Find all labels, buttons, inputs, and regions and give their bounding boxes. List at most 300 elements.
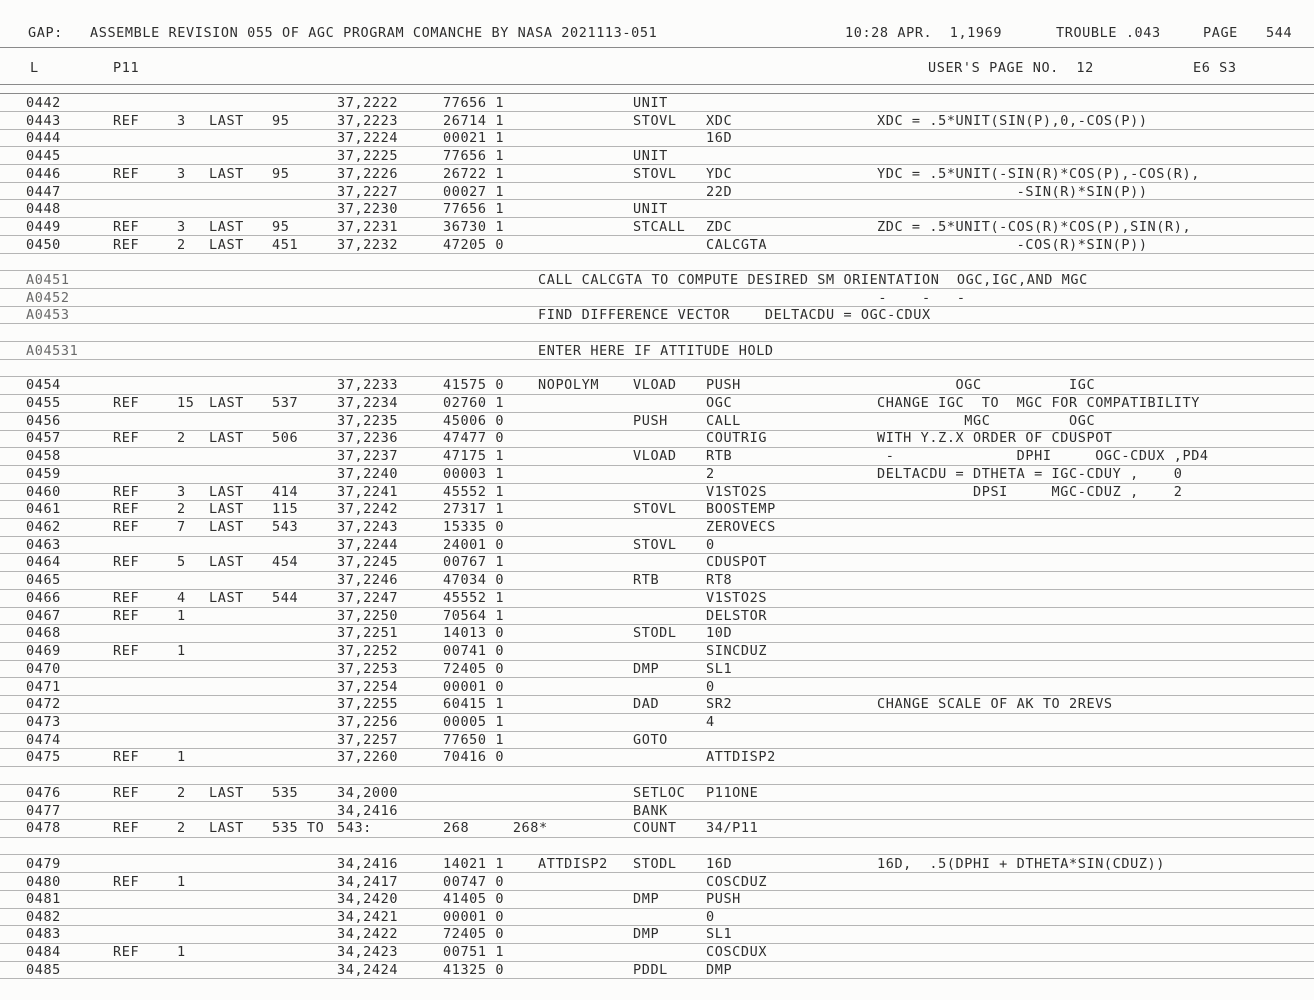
address: 37,2260 (337, 749, 399, 765)
code-row (0, 129, 1314, 147)
octal-code: 47477 0 (443, 430, 505, 446)
operand: COSCDUZ (706, 874, 768, 890)
opcode: VLOAD (633, 448, 677, 464)
operand: 0 (706, 909, 715, 925)
line-number: 0446 (26, 166, 61, 182)
operand: OGC (706, 395, 733, 411)
last-marker: LAST (209, 237, 244, 253)
operand: CALL (706, 413, 741, 429)
operand: DMP (706, 962, 733, 978)
operand: ZDC (706, 219, 733, 235)
code-row (0, 713, 1314, 731)
line-number: 0443 (26, 113, 61, 129)
ref-count: 1 (177, 749, 186, 765)
address: 37,2257 (337, 732, 399, 748)
opcode: STOVL (633, 537, 677, 553)
octal-code: 47205 0 (443, 237, 505, 253)
last-line: 95 (272, 166, 290, 182)
address: 37,2227 (337, 184, 399, 200)
octal-code: 60415 1 (443, 696, 505, 712)
address: 37,2232 (337, 237, 399, 253)
ref-marker: REF (113, 113, 140, 129)
last-line: 544 (272, 590, 299, 606)
octal-code: 00767 1 (443, 554, 505, 570)
address: 37,2226 (337, 166, 399, 182)
octal-code: 36730 1 (443, 219, 505, 235)
ref-count: 7 (177, 519, 186, 535)
opcode: SETLOC (633, 785, 686, 801)
line-number: 0454 (26, 377, 61, 393)
operand: YDC (706, 166, 733, 182)
octal-code: 00021 1 (443, 130, 505, 146)
last-marker: LAST (209, 590, 244, 606)
ref-count: 2 (177, 430, 186, 446)
ref-marker: REF (113, 219, 140, 235)
page-label: PAGE (1203, 25, 1238, 41)
last-marker: LAST (209, 785, 244, 801)
remark-text: ENTER HERE IF ATTITUDE HOLD (538, 343, 774, 359)
line-number: 0460 (26, 484, 61, 500)
operand: ZEROVECS (706, 519, 776, 535)
last-line: 115 (272, 501, 299, 517)
line-number: 0455 (26, 395, 61, 411)
comment-row (0, 289, 1314, 307)
last-marker: LAST (209, 113, 244, 129)
octal-code: 268 268* (443, 820, 548, 836)
operand: SL1 (706, 661, 733, 677)
operand: RT8 (706, 572, 733, 588)
octal-code: 26722 1 (443, 166, 505, 182)
last-line: 451 (272, 237, 299, 253)
code-row (0, 678, 1314, 696)
last-line: 535 TO (272, 820, 325, 836)
ref-marker: REF (113, 785, 140, 801)
octal-code: 41575 0 (443, 377, 505, 393)
line-number: 0473 (26, 714, 61, 730)
code-row (0, 376, 1314, 394)
line-number: 0479 (26, 856, 61, 872)
address: 37,2247 (337, 590, 399, 606)
comment: ZDC = .5*UNIT(-COS(R)*COS(P),SIN(R), (877, 219, 1192, 235)
code-row (0, 642, 1314, 660)
code-row (0, 819, 1314, 837)
last-line: 537 (272, 395, 299, 411)
address: 34,2417 (337, 874, 399, 890)
code-row (0, 784, 1314, 802)
line-number: 0463 (26, 537, 61, 553)
octal-code: 00005 1 (443, 714, 505, 730)
rule-line (0, 47, 1314, 48)
line-number: 0459 (26, 466, 61, 482)
code-row (0, 412, 1314, 430)
octal-code: 00751 1 (443, 944, 505, 960)
last-marker: LAST (209, 395, 244, 411)
code-row (0, 748, 1314, 766)
code-row (0, 94, 1314, 112)
address: 37,2234 (337, 395, 399, 411)
line-number: 0467 (26, 608, 61, 624)
operand: DELSTOR (706, 608, 768, 624)
address: 37,2256 (337, 714, 399, 730)
code-row (0, 218, 1314, 236)
operand: 10D (706, 625, 733, 641)
code-row (0, 571, 1314, 589)
code-row (0, 183, 1314, 201)
ref-count: 1 (177, 643, 186, 659)
opcode: VLOAD (633, 377, 677, 393)
last-line: 535 (272, 785, 299, 801)
ref-marker: REF (113, 430, 140, 446)
comment: WITH Y.Z.X ORDER OF CDUSPOT (877, 430, 1113, 446)
comment: 16D, .5(DPHI + DTHETA*SIN(CDUZ)) (877, 856, 1166, 872)
octal-code: 45552 1 (443, 590, 505, 606)
address: 37,2246 (337, 572, 399, 588)
address: 37,2252 (337, 643, 399, 659)
octal-code: 77656 1 (443, 148, 505, 164)
ref-marker: REF (113, 501, 140, 517)
line-number: 0461 (26, 501, 61, 517)
user-page-number: USER'S PAGE NO. 12 (928, 60, 1094, 76)
code-row (0, 236, 1314, 254)
octal-code: 77650 1 (443, 732, 505, 748)
octal-code: 41405 0 (443, 891, 505, 907)
line-number: 0477 (26, 803, 61, 819)
assembly-title: ASSEMBLE REVISION 055 OF AGC PROGRAM COMANCHE BY NASA 2021113-051 (90, 25, 658, 41)
operand: V1STO2S (706, 590, 768, 606)
code-row (0, 165, 1314, 183)
octal-code: 72405 0 (443, 661, 505, 677)
address: 37,2231 (337, 219, 399, 235)
octal-code: 00001 0 (443, 679, 505, 695)
address: 37,2235 (337, 413, 399, 429)
label: ATTDISP2 (538, 856, 608, 872)
last-line: 506 (272, 430, 299, 446)
operand: COUTRIG (706, 430, 768, 446)
last-line: 543 (272, 519, 299, 535)
address: 37,2241 (337, 484, 399, 500)
operand: 34/P11 (706, 820, 759, 836)
address: 37,2223 (337, 113, 399, 129)
line-number: 0472 (26, 696, 61, 712)
address: 37,2250 (337, 608, 399, 624)
code-row (0, 873, 1314, 891)
operand: 0 (706, 679, 715, 695)
code-row (0, 553, 1314, 571)
comment: YDC = .5*UNIT(-SIN(R)*COS(P),-COS(R), (877, 166, 1200, 182)
line-number: A0451 (26, 272, 70, 288)
address: 37,2224 (337, 130, 399, 146)
octal-code: 45552 1 (443, 484, 505, 500)
last-marker: LAST (209, 430, 244, 446)
operand: 4 (706, 714, 715, 730)
line-number: 0481 (26, 891, 61, 907)
octal-code: 15335 0 (443, 519, 505, 535)
code-row (0, 147, 1314, 165)
address: 37,2225 (337, 148, 399, 164)
address: 37,2244 (337, 537, 399, 553)
ref-count: 15 (177, 395, 195, 411)
remark-text: - - - (538, 290, 966, 306)
printout-subheader (0, 59, 1314, 77)
line-number: 0465 (26, 572, 61, 588)
operand: ATTDISP2 (706, 749, 776, 765)
opcode: COUNT (633, 820, 677, 836)
last-line: 95 (272, 219, 290, 235)
listing-mode: L (30, 60, 39, 76)
code-row (0, 624, 1314, 642)
opcode: DAD (633, 696, 660, 712)
address: 37,2237 (337, 448, 399, 464)
octal-code: 00741 0 (443, 643, 505, 659)
octal-code: 72405 0 (443, 926, 505, 942)
address: 34,2422 (337, 926, 399, 942)
operand: V1STO2S (706, 484, 768, 500)
rule-line (0, 766, 1314, 767)
comment: - DPHI OGC-CDUX ,PD4 (877, 448, 1209, 464)
ref-marker: REF (113, 643, 140, 659)
opcode: STOVL (633, 113, 677, 129)
trouble-indicator: TROUBLE .043 (1056, 25, 1161, 41)
address: 37,2253 (337, 661, 399, 677)
line-number: 0456 (26, 413, 61, 429)
last-line: 414 (272, 484, 299, 500)
ref-marker: REF (113, 395, 140, 411)
remark-text: CALL CALCGTA TO COMPUTE DESIRED SM ORIENTATION OGC,IGC,AND MGC (538, 272, 1088, 288)
opcode: DMP (633, 891, 660, 907)
comment-row (0, 306, 1314, 324)
label: NOPOLYM (538, 377, 600, 393)
last-marker: LAST (209, 219, 244, 235)
ref-count: 1 (177, 944, 186, 960)
operand: 0 (706, 537, 715, 553)
line-number: 0469 (26, 643, 61, 659)
address: 37,2242 (337, 501, 399, 517)
opcode: STCALL (633, 219, 686, 235)
ref-marker: REF (113, 519, 140, 535)
line-number: 0444 (26, 130, 61, 146)
code-row (0, 112, 1314, 130)
ref-marker: REF (113, 820, 140, 836)
ref-count: 2 (177, 501, 186, 517)
octal-code: 70564 1 (443, 608, 505, 624)
line-number: 0470 (26, 661, 61, 677)
last-marker: LAST (209, 820, 244, 836)
address: 34,2420 (337, 891, 399, 907)
ref-count: 3 (177, 484, 186, 500)
line-number: 0485 (26, 962, 61, 978)
code-row (0, 500, 1314, 518)
address: 37,2255 (337, 696, 399, 712)
operand: PUSH (706, 377, 741, 393)
opcode: PDDL (633, 962, 668, 978)
code-row (0, 429, 1314, 447)
code-row (0, 518, 1314, 536)
line-number: 0468 (26, 625, 61, 641)
address: 37,2230 (337, 201, 399, 217)
opcode: GOTO (633, 732, 668, 748)
line-number: 0447 (26, 184, 61, 200)
comment: DPSI MGC-CDUZ , 2 (877, 484, 1183, 500)
octal-code: 70416 0 (443, 749, 505, 765)
address: 37,2251 (337, 625, 399, 641)
line-number: 0484 (26, 944, 61, 960)
ref-count: 2 (177, 785, 186, 801)
code-row (0, 447, 1314, 465)
code-row (0, 731, 1314, 749)
opcode: UNIT (633, 148, 668, 164)
address: 34,2416 (337, 803, 399, 819)
line-number: A0452 (26, 290, 70, 306)
comment: CHANGE IGC TO MGC FOR COMPATIBILITY (877, 395, 1200, 411)
octal-code: 00027 1 (443, 184, 505, 200)
comment: MGC OGC (877, 413, 1096, 429)
octal-code: 26714 1 (443, 113, 505, 129)
code-row (0, 200, 1314, 218)
line-number: A0453 (26, 307, 70, 323)
comment: DELTACDU = DTHETA = IGC-CDUY , 0 (877, 466, 1183, 482)
opcode: RTB (633, 572, 660, 588)
opcode: DMP (633, 661, 660, 677)
code-row (0, 465, 1314, 483)
opcode: STODL (633, 856, 677, 872)
opcode: DMP (633, 926, 660, 942)
header-prefix: GAP: (28, 25, 63, 41)
octal-code: 00001 0 (443, 909, 505, 925)
page-number: 544 (1266, 25, 1293, 41)
code-row (0, 925, 1314, 943)
octal-code: 77656 1 (443, 201, 505, 217)
rule-line (0, 837, 1314, 838)
ref-marker: REF (113, 484, 140, 500)
rule-line (0, 84, 1314, 85)
operand: P11ONE (706, 785, 759, 801)
octal-code: 24001 0 (443, 537, 505, 553)
line-number: 0448 (26, 201, 61, 217)
line-number: 0475 (26, 749, 61, 765)
comment-row (0, 342, 1314, 360)
page-reference: E6 S3 (1193, 60, 1237, 76)
code-row (0, 961, 1314, 979)
code-row (0, 660, 1314, 678)
line-number: 0466 (26, 590, 61, 606)
ref-count: 3 (177, 219, 186, 235)
address: 37,2254 (337, 679, 399, 695)
section-name: P11 (113, 60, 140, 76)
line-number: 0449 (26, 219, 61, 235)
operand: 22D (706, 184, 733, 200)
comment: XDC = .5*UNIT(SIN(P),0,-COS(P)) (877, 113, 1148, 129)
line-number: 0478 (26, 820, 61, 836)
opcode: PUSH (633, 413, 668, 429)
octal-code: 27317 1 (443, 501, 505, 517)
address: 34,2000 (337, 785, 399, 801)
code-row (0, 483, 1314, 501)
operand: CDUSPOT (706, 554, 768, 570)
operand: SINCDUZ (706, 643, 768, 659)
comment: CHANGE SCALE OF AK TO 2REVS (877, 696, 1113, 712)
last-marker: LAST (209, 519, 244, 535)
code-row (0, 394, 1314, 412)
address: 34,2421 (337, 909, 399, 925)
code-row (0, 536, 1314, 554)
operand: PUSH (706, 891, 741, 907)
printout-header (0, 24, 1314, 42)
octal-code: 14013 0 (443, 625, 505, 641)
ref-count: 1 (177, 608, 186, 624)
line-number: 0476 (26, 785, 61, 801)
operand: RTB (706, 448, 733, 464)
line-number: 0464 (26, 554, 61, 570)
opcode: STODL (633, 625, 677, 641)
code-row (0, 607, 1314, 625)
line-number: A04531 (26, 343, 79, 359)
comment: -SIN(R)*SIN(P)) (877, 184, 1148, 200)
octal-code: 47034 0 (443, 572, 505, 588)
octal-code: 45006 0 (443, 413, 505, 429)
ref-count: 5 (177, 554, 186, 570)
code-row (0, 943, 1314, 961)
octal-code: 00003 1 (443, 466, 505, 482)
opcode: UNIT (633, 201, 668, 217)
operand: 16D (706, 130, 733, 146)
octal-code: 14021 1 (443, 856, 505, 872)
operand: XDC (706, 113, 733, 129)
comment: -COS(R)*SIN(P)) (877, 237, 1148, 253)
remark-text: FIND DIFFERENCE VECTOR DELTACDU = OGC-CDUX (538, 307, 931, 323)
line-number: 0450 (26, 237, 61, 253)
ref-marker: REF (113, 554, 140, 570)
operand: SR2 (706, 696, 733, 712)
octal-code: 47175 1 (443, 448, 505, 464)
ref-count: 3 (177, 113, 186, 129)
octal-code: 41325 0 (443, 962, 505, 978)
last-marker: LAST (209, 484, 244, 500)
line-number: 0474 (26, 732, 61, 748)
address: 34,2424 (337, 962, 399, 978)
ref-count: 3 (177, 166, 186, 182)
opcode: STOVL (633, 501, 677, 517)
code-row (0, 589, 1314, 607)
operand: 2 (706, 466, 715, 482)
octal-code: 77656 1 (443, 95, 505, 111)
address: 37,2233 (337, 377, 399, 393)
last-marker: LAST (209, 166, 244, 182)
address: 37,2222 (337, 95, 399, 111)
last-line: 95 (272, 113, 290, 129)
line-number: 0471 (26, 679, 61, 695)
line-number: 0445 (26, 148, 61, 164)
ref-count: 4 (177, 590, 186, 606)
ref-marker: REF (113, 237, 140, 253)
comment: OGC IGC (877, 377, 1096, 393)
octal-code: 02760 1 (443, 395, 505, 411)
ref-count: 1 (177, 874, 186, 890)
line-number: 0458 (26, 448, 61, 464)
ref-count: 2 (177, 820, 186, 836)
ref-marker: REF (113, 166, 140, 182)
code-row (0, 802, 1314, 820)
address: 543: (337, 820, 372, 836)
operand: COSCDUX (706, 944, 768, 960)
line-number: 0483 (26, 926, 61, 942)
operand: BOOSTEMP (706, 501, 776, 517)
ref-count: 2 (177, 237, 186, 253)
last-line: 454 (272, 554, 299, 570)
line-number: 0457 (26, 430, 61, 446)
opcode: UNIT (633, 95, 668, 111)
address: 34,2423 (337, 944, 399, 960)
ref-marker: REF (113, 749, 140, 765)
